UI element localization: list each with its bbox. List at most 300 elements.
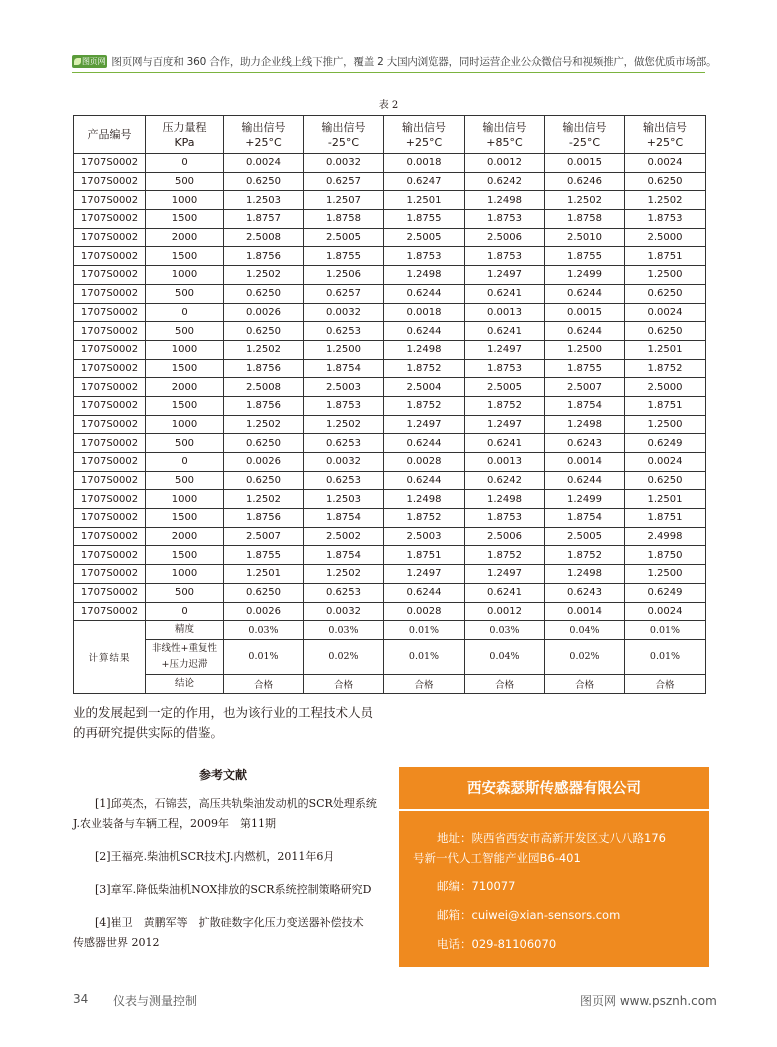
top-banner bbox=[72, 52, 722, 70]
table-cell: 1.2502 bbox=[304, 415, 384, 434]
table-cell: 1.2497 bbox=[384, 415, 465, 434]
summary-value: 0.04% bbox=[465, 639, 545, 674]
summary-value: 0.03% bbox=[465, 621, 545, 640]
table-cell: 2.5008 bbox=[224, 228, 304, 247]
table-cell: 1.8753 bbox=[625, 210, 706, 229]
table-cell: 0.0024 bbox=[625, 453, 706, 472]
column-header-line: 产品编号 bbox=[87, 128, 132, 141]
table-cell: 1707S0002 bbox=[74, 228, 146, 247]
column-header-line: 输出信号 bbox=[643, 120, 687, 134]
table-cell: 1707S0002 bbox=[74, 359, 146, 378]
table-row bbox=[74, 359, 706, 378]
table-cell: 0.6244 bbox=[384, 322, 465, 341]
table-cell: 2.5005 bbox=[304, 228, 384, 247]
table-cell: 1.8758 bbox=[545, 210, 625, 229]
table-cell: 0.6241 bbox=[465, 322, 545, 341]
table-cell: 1.2498 bbox=[545, 415, 625, 434]
table-cell: 0 bbox=[146, 453, 224, 472]
table-cell: 0.6241 bbox=[465, 583, 545, 602]
table-cell: 1.2503 bbox=[304, 490, 384, 509]
table-cell: 1.2502 bbox=[304, 565, 384, 584]
table-cell: 2.5005 bbox=[545, 527, 625, 546]
summary-item: 结论 bbox=[146, 674, 224, 693]
table-row bbox=[74, 154, 706, 173]
table-cell: 0.6250 bbox=[224, 434, 304, 453]
table-cell: 1000 bbox=[146, 340, 224, 359]
table-cell: 0.6257 bbox=[304, 172, 384, 191]
table-cell: 1.8753 bbox=[304, 396, 384, 415]
summary-item: 精度 bbox=[146, 621, 224, 640]
table-cell: 1.8752 bbox=[384, 396, 465, 415]
table-cell: 2.5005 bbox=[465, 378, 545, 397]
table-cell: 0.0026 bbox=[224, 303, 304, 322]
table-cell: 1.2503 bbox=[224, 191, 304, 210]
table-cell: 1.8752 bbox=[384, 359, 465, 378]
summary-value: 0.03% bbox=[304, 621, 384, 640]
table-row bbox=[74, 434, 706, 453]
table-cell: 2.5007 bbox=[545, 378, 625, 397]
table-cell: 500 bbox=[146, 172, 224, 191]
table-cell: 1000 bbox=[146, 415, 224, 434]
table-row bbox=[74, 210, 706, 229]
table-cell: 1.8750 bbox=[625, 546, 706, 565]
summary-value: 0.01% bbox=[384, 639, 465, 674]
column-header bbox=[625, 116, 706, 154]
table-cell: 1500 bbox=[146, 396, 224, 415]
table-cell: 0.6246 bbox=[545, 172, 625, 191]
table-row bbox=[74, 228, 706, 247]
table-row bbox=[74, 191, 706, 210]
table-row bbox=[74, 396, 706, 415]
table-cell: 0.6250 bbox=[224, 284, 304, 303]
table-cell: 500 bbox=[146, 284, 224, 303]
banner-logo-text: 图页网 bbox=[82, 56, 106, 66]
company-email: 邮箱：cuiwei@xian-sensors.com bbox=[437, 908, 621, 922]
table-cell: 0.6253 bbox=[304, 434, 384, 453]
summary-row bbox=[74, 621, 706, 640]
table-cell: 1707S0002 bbox=[74, 509, 146, 528]
column-header-line: -25°C bbox=[568, 135, 601, 149]
table-cell: 1.2498 bbox=[384, 490, 465, 509]
table-cell: 1.8752 bbox=[465, 546, 545, 565]
table-cell: 1.2507 bbox=[304, 191, 384, 210]
table-cell: 1.8753 bbox=[465, 247, 545, 266]
table-cell: 1.2498 bbox=[384, 340, 465, 359]
summary-label: 计算结果 bbox=[74, 621, 146, 693]
banner-text: 图页网与百度和 360 合作，助力企业线上线下推广，覆盖 2 大国内浏览器，同时运营企业公众微信号和视频推广，做您优质市场部。 bbox=[111, 55, 717, 68]
table-cell: 0.0012 bbox=[465, 154, 545, 173]
column-header bbox=[384, 116, 465, 154]
table-cell: 1000 bbox=[146, 191, 224, 210]
column-header bbox=[146, 116, 224, 154]
summary-value: 0.04% bbox=[545, 621, 625, 640]
table-row bbox=[74, 303, 706, 322]
table-cell: 0.0032 bbox=[304, 602, 384, 621]
table-cell: 1.2499 bbox=[545, 266, 625, 285]
table-cell: 1707S0002 bbox=[74, 471, 146, 490]
summary-value: 合格 bbox=[224, 674, 304, 693]
table-cell: 2.5005 bbox=[384, 228, 465, 247]
table-cell: 0.6250 bbox=[224, 583, 304, 602]
company-name: 西安森瑟斯传感器有限公司 bbox=[399, 767, 709, 811]
table-cell: 0.6253 bbox=[304, 471, 384, 490]
table-cell: 1707S0002 bbox=[74, 434, 146, 453]
column-header-line: 输出信号 bbox=[482, 120, 527, 134]
table-cell: 1.2497 bbox=[465, 340, 545, 359]
company-ad-box bbox=[399, 767, 709, 967]
table-cell: 1.8755 bbox=[545, 359, 625, 378]
table-cell: 1.2500 bbox=[625, 565, 706, 584]
table-cell: 1.8753 bbox=[384, 247, 465, 266]
table-cell: 1.8754 bbox=[304, 509, 384, 528]
table-cell: 2.5000 bbox=[625, 228, 706, 247]
table-cell: 500 bbox=[146, 471, 224, 490]
table-cell: 0.0024 bbox=[625, 154, 706, 173]
table-cell: 1500 bbox=[146, 210, 224, 229]
table-cell: 0.6244 bbox=[384, 471, 465, 490]
table-row bbox=[74, 509, 706, 528]
table-cell: 1.8754 bbox=[304, 546, 384, 565]
table-cell: 1707S0002 bbox=[74, 546, 146, 565]
table-cell: 1707S0002 bbox=[74, 378, 146, 397]
table-cell: 0.0032 bbox=[304, 154, 384, 173]
table-cell: 0.6242 bbox=[465, 172, 545, 191]
table-cell: 1500 bbox=[146, 546, 224, 565]
table-cell: 0.6250 bbox=[625, 322, 706, 341]
table-row bbox=[74, 453, 706, 472]
table-cell: 1.8752 bbox=[545, 546, 625, 565]
table-cell: 1707S0002 bbox=[74, 154, 146, 173]
column-header-line: +25°C bbox=[405, 135, 443, 149]
table-cell: 0.0026 bbox=[224, 453, 304, 472]
table-cell: 2.5000 bbox=[625, 378, 706, 397]
table-cell: 1.8753 bbox=[465, 359, 545, 378]
table-cell: 1.8752 bbox=[465, 396, 545, 415]
table-row bbox=[74, 266, 706, 285]
table-cell: 1.8756 bbox=[224, 396, 304, 415]
table-cell: 1500 bbox=[146, 509, 224, 528]
table-cell: 1.8757 bbox=[224, 210, 304, 229]
table-cell: 1.2498 bbox=[545, 565, 625, 584]
table-cell: 1.2500 bbox=[304, 340, 384, 359]
table-cell: 0 bbox=[146, 154, 224, 173]
table-row bbox=[74, 284, 706, 303]
table-cell: 1.8754 bbox=[545, 509, 625, 528]
table-cell: 1.8751 bbox=[625, 509, 706, 528]
table-cell: 1.2499 bbox=[545, 490, 625, 509]
column-header bbox=[304, 116, 384, 154]
table-cell: 2000 bbox=[146, 228, 224, 247]
column-header-line: +25°C bbox=[646, 135, 684, 149]
column-header-line: -25°C bbox=[327, 135, 360, 149]
table-cell: 1.2498 bbox=[465, 191, 545, 210]
table-cell: 1707S0002 bbox=[74, 284, 146, 303]
table-cell: 0.6243 bbox=[545, 434, 625, 453]
table-row bbox=[74, 565, 706, 584]
table-cell: 0.6250 bbox=[224, 322, 304, 341]
table-cell: 2.5006 bbox=[465, 527, 545, 546]
leaf-icon bbox=[74, 58, 81, 65]
table-cell: 0.0024 bbox=[625, 303, 706, 322]
table-cell: 0.6244 bbox=[545, 471, 625, 490]
table-cell: 0.0018 bbox=[384, 303, 465, 322]
summary-value: 合格 bbox=[545, 674, 625, 693]
table-cell: 0.6247 bbox=[384, 172, 465, 191]
table-cell: 0.6249 bbox=[625, 583, 706, 602]
table-cell: 1707S0002 bbox=[74, 396, 146, 415]
table-caption: 表 2 bbox=[378, 100, 399, 111]
table-cell: 0.0024 bbox=[625, 602, 706, 621]
column-header-line: 输出信号 bbox=[402, 120, 446, 134]
table-cell: 1.8753 bbox=[465, 509, 545, 528]
table-cell: 1.8751 bbox=[625, 247, 706, 266]
table-row bbox=[74, 322, 706, 341]
reference-item: [1]邱英杰，石锦芸，高压共轨柴油发动机的SCR处理系统J.农业装备与车辆工程，2009年 第11期 bbox=[73, 797, 377, 830]
table-cell: 0.0028 bbox=[384, 602, 465, 621]
table-cell: 0.0032 bbox=[304, 453, 384, 472]
table-cell: 0.0014 bbox=[545, 453, 625, 472]
magazine-name: 仪表与测量控制 bbox=[113, 994, 198, 1008]
table-cell: 1707S0002 bbox=[74, 210, 146, 229]
table-cell: 0.0013 bbox=[465, 453, 545, 472]
summary-row bbox=[74, 639, 706, 674]
header-row bbox=[74, 116, 706, 154]
summary-value: 合格 bbox=[625, 674, 706, 693]
table-cell: 1500 bbox=[146, 247, 224, 266]
summary-value: 合格 bbox=[384, 674, 465, 693]
table-cell: 1.8755 bbox=[224, 546, 304, 565]
table-cell: 1707S0002 bbox=[74, 191, 146, 210]
table-cell: 2.5002 bbox=[304, 527, 384, 546]
column-header bbox=[74, 116, 146, 154]
summary-row bbox=[74, 674, 706, 693]
table-cell: 0.6243 bbox=[545, 583, 625, 602]
references-list bbox=[73, 794, 383, 966]
table-cell: 1707S0002 bbox=[74, 527, 146, 546]
table-row bbox=[74, 471, 706, 490]
references-title: 参考文献 bbox=[198, 768, 247, 782]
table-row bbox=[74, 583, 706, 602]
summary-item: 非线性+重复性+压力迟滞 bbox=[146, 639, 224, 674]
table-cell: 1.2501 bbox=[625, 490, 706, 509]
table-cell: 1.8751 bbox=[384, 546, 465, 565]
table-cell: 0.6244 bbox=[384, 434, 465, 453]
table-row bbox=[74, 247, 706, 266]
table-row bbox=[74, 527, 706, 546]
table-cell: 1.8755 bbox=[304, 247, 384, 266]
company-address-line1: 地址：陕西省西安市高新开发区丈八八路176 bbox=[437, 831, 666, 845]
table-cell: 0.0013 bbox=[465, 303, 545, 322]
table-cell: 0.0032 bbox=[304, 303, 384, 322]
table-cell: 1.2497 bbox=[384, 565, 465, 584]
table-cell: 1707S0002 bbox=[74, 602, 146, 621]
table-cell: 1.2502 bbox=[224, 415, 304, 434]
table-cell: 2.5004 bbox=[384, 378, 465, 397]
table-cell: 0.6250 bbox=[224, 471, 304, 490]
column-header bbox=[465, 116, 545, 154]
table-cell: 1.8754 bbox=[545, 396, 625, 415]
table-cell: 1.2500 bbox=[545, 340, 625, 359]
table-cell: 1.2497 bbox=[465, 415, 545, 434]
summary-value: 0.02% bbox=[545, 639, 625, 674]
table-cell: 1707S0002 bbox=[74, 172, 146, 191]
table-row bbox=[74, 602, 706, 621]
table-cell: 0 bbox=[146, 303, 224, 322]
table-cell: 1.8755 bbox=[545, 247, 625, 266]
table-cell: 1.2502 bbox=[625, 191, 706, 210]
table-cell: 1.2497 bbox=[465, 266, 545, 285]
company-phone: 电话：029-81106070 bbox=[437, 937, 557, 951]
table-cell: 1.2497 bbox=[465, 565, 545, 584]
table-cell: 0.0014 bbox=[545, 602, 625, 621]
table-row bbox=[74, 172, 706, 191]
table-cell: 1.8756 bbox=[224, 359, 304, 378]
table-cell: 0.6253 bbox=[304, 322, 384, 341]
table-cell: 0.6250 bbox=[625, 471, 706, 490]
table-cell: 0.6250 bbox=[625, 172, 706, 191]
banner-logo bbox=[72, 55, 107, 68]
table-cell: 0.0015 bbox=[545, 154, 625, 173]
table-cell: 0.0012 bbox=[465, 602, 545, 621]
table-row bbox=[74, 415, 706, 434]
table-cell: 1.2500 bbox=[625, 266, 706, 285]
table-cell: 1.2501 bbox=[384, 191, 465, 210]
summary-value: 0.02% bbox=[304, 639, 384, 674]
table-cell: 1707S0002 bbox=[74, 266, 146, 285]
reference-item: [4]崔卫 黄鹏军等 扩散硅数字化压力变送器补偿技术 传感器世界 2012 bbox=[73, 916, 375, 949]
table-cell: 2000 bbox=[146, 378, 224, 397]
table-cell: 2.5006 bbox=[465, 228, 545, 247]
table-cell: 1.2498 bbox=[465, 490, 545, 509]
table-cell: 0.0015 bbox=[545, 303, 625, 322]
table-cell: 1000 bbox=[146, 490, 224, 509]
table-cell: 1.8756 bbox=[224, 247, 304, 266]
table-cell: 1707S0002 bbox=[74, 303, 146, 322]
summary-value: 合格 bbox=[304, 674, 384, 693]
table-cell: 2.5008 bbox=[224, 378, 304, 397]
body-paragraph: 业的发展起到一定的作用，也为该行业的工程技术人员的再研究提供实际的借鉴。 bbox=[73, 705, 374, 740]
table-cell: 1500 bbox=[146, 359, 224, 378]
table-cell: 1707S0002 bbox=[74, 340, 146, 359]
table-cell: 1.2506 bbox=[304, 266, 384, 285]
table-cell: 1.2502 bbox=[545, 191, 625, 210]
pressure-output-table bbox=[73, 115, 706, 694]
table-cell: 0.6244 bbox=[545, 322, 625, 341]
table-cell: 1.2502 bbox=[224, 266, 304, 285]
column-header-line: 输出信号 bbox=[562, 120, 607, 134]
table-cell: 1000 bbox=[146, 266, 224, 285]
column-header-line: +25°C bbox=[245, 135, 282, 149]
column-header-line: 压力量程 bbox=[162, 120, 207, 134]
table-cell: 0.6250 bbox=[224, 172, 304, 191]
table-cell: 1.8755 bbox=[384, 210, 465, 229]
table-cell: 0.6244 bbox=[384, 284, 465, 303]
summary-value: 合格 bbox=[465, 674, 545, 693]
table-row bbox=[74, 378, 706, 397]
table-cell: 0.6241 bbox=[465, 284, 545, 303]
table-cell: 0.0024 bbox=[224, 154, 304, 173]
column-header-line: 输出信号 bbox=[241, 120, 286, 134]
table-cell: 2000 bbox=[146, 527, 224, 546]
summary-value: 0.01% bbox=[224, 639, 304, 674]
table-row bbox=[74, 546, 706, 565]
table-cell: 1707S0002 bbox=[74, 490, 146, 509]
table-cell: 1.2502 bbox=[224, 490, 304, 509]
table-cell: 1.8754 bbox=[304, 359, 384, 378]
table-cell: 1.8751 bbox=[625, 396, 706, 415]
summary-value: 0.01% bbox=[625, 639, 706, 674]
table-cell: 500 bbox=[146, 434, 224, 453]
page-number: 34 bbox=[73, 992, 89, 1006]
table-cell: 2.5010 bbox=[545, 228, 625, 247]
table-cell: 2.5007 bbox=[224, 527, 304, 546]
table-cell: 0.0026 bbox=[224, 602, 304, 621]
table-cell: 0.6253 bbox=[304, 583, 384, 602]
table-cell: 1.2500 bbox=[625, 415, 706, 434]
table-cell: 2.5003 bbox=[384, 527, 465, 546]
reference-item: [2]王福亮.柴油机SCR技术J.内燃机，2011年6月 bbox=[95, 850, 335, 863]
table-cell: 0 bbox=[146, 602, 224, 621]
table-cell: 1707S0002 bbox=[74, 453, 146, 472]
table-cell: 500 bbox=[146, 583, 224, 602]
table-cell: 1.8752 bbox=[625, 359, 706, 378]
table-cell: 1707S0002 bbox=[74, 583, 146, 602]
table-cell: 1707S0002 bbox=[74, 322, 146, 341]
table-cell: 1.2502 bbox=[224, 340, 304, 359]
table-cell: 1.8752 bbox=[384, 509, 465, 528]
table-cell: 1707S0002 bbox=[74, 565, 146, 584]
table-row bbox=[74, 340, 706, 359]
table-cell: 0.6244 bbox=[545, 284, 625, 303]
column-header-line: +85°C bbox=[486, 135, 523, 149]
table-cell: 500 bbox=[146, 322, 224, 341]
company-address-line2: 号新一代人工智能产业园B6-401 bbox=[413, 851, 581, 865]
column-header-line: 输出信号 bbox=[321, 120, 366, 134]
company-postcode: 邮编：710077 bbox=[437, 879, 516, 893]
reference-item: [3]章军.降低柴油机NOX排放的SCR系统控制策略研究D bbox=[95, 883, 372, 896]
table-cell: 0.6257 bbox=[304, 284, 384, 303]
summary-value: 0.01% bbox=[625, 621, 706, 640]
footer-site: 图页网 www.psznh.com bbox=[580, 994, 717, 1008]
table-cell: 0.6242 bbox=[465, 471, 545, 490]
summary-value: 0.01% bbox=[384, 621, 465, 640]
table-cell: 1.8756 bbox=[224, 509, 304, 528]
table-cell: 2.5003 bbox=[304, 378, 384, 397]
table-row bbox=[74, 490, 706, 509]
table-cell: 1.2498 bbox=[384, 266, 465, 285]
column-header bbox=[224, 116, 304, 154]
column-header-line: KPa bbox=[174, 135, 195, 149]
table-cell: 0.6244 bbox=[384, 583, 465, 602]
summary-value: 0.03% bbox=[224, 621, 304, 640]
table-cell: 1.8758 bbox=[304, 210, 384, 229]
table-cell: 1.8753 bbox=[465, 210, 545, 229]
table-cell: 1000 bbox=[146, 565, 224, 584]
table-cell: 0.6241 bbox=[465, 434, 545, 453]
table-cell: 0.6250 bbox=[625, 284, 706, 303]
column-header bbox=[545, 116, 625, 154]
table-cell: 1707S0002 bbox=[74, 247, 146, 266]
table-cell: 0.0028 bbox=[384, 453, 465, 472]
table-cell: 0.6249 bbox=[625, 434, 706, 453]
table-header bbox=[74, 116, 706, 154]
table-cell: 1.2501 bbox=[625, 340, 706, 359]
table-cell: 1.2501 bbox=[224, 565, 304, 584]
table-cell: 1707S0002 bbox=[74, 415, 146, 434]
table-body bbox=[74, 154, 706, 694]
table-cell: 0.0018 bbox=[384, 154, 465, 173]
table-cell: 2.4998 bbox=[625, 527, 706, 546]
